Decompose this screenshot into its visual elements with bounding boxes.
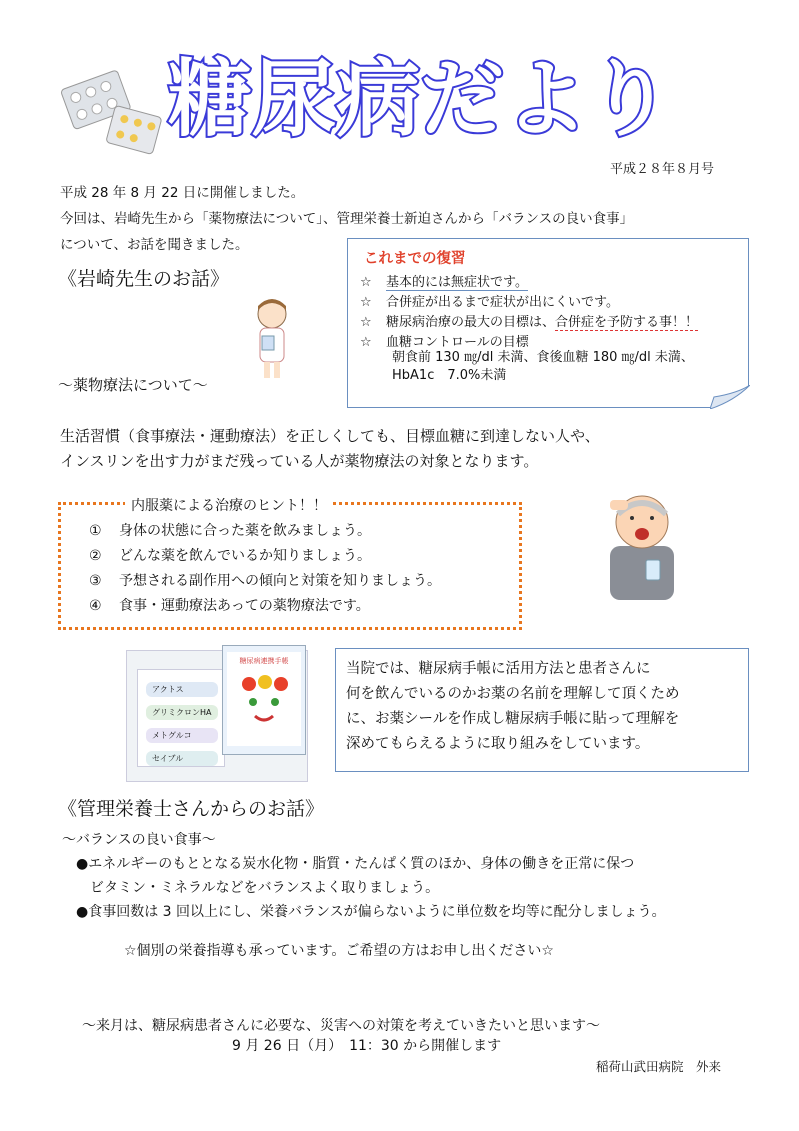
info-line: 何を飲んでいるのかお薬の名前を理解して頂くため (346, 686, 680, 702)
hint-item: ③ 予想される副作用への傾向と対策を知りましょう。 (89, 573, 441, 589)
review-box (347, 238, 749, 408)
sticker-label: セイブル (146, 751, 218, 766)
hints-list (89, 519, 441, 619)
page-curl-icon (710, 385, 750, 409)
star-icon: ☆ (360, 295, 372, 310)
info-line: に、お薬シールを作成し糖尿病手帳に貼って理解を (346, 711, 680, 727)
star-icon: ☆ (360, 275, 372, 290)
sticker-label: グリミクロンHA (146, 705, 218, 720)
next-session-notice: ～来月は、糖尿病患者さんに必要な、災害への対策を考えていきたいと思います～ 9 月 26 日（月） 11：30 から開催します (82, 1018, 600, 1054)
man-taking-medicine-icon (592, 484, 692, 600)
hints-title: 内服薬による治療のヒント！！ (125, 495, 333, 515)
intro-line: について、お話を聞きました。 (60, 237, 249, 253)
title-text: 糖尿病だより (167, 50, 673, 148)
info-line: 深めてもらえるように取り組みをしています。 (346, 736, 650, 752)
sticker-label: アクトス (146, 682, 218, 697)
nutrition-subheading: ～バランスの良い食事～ (62, 832, 216, 848)
nutrition-guidance-note: ☆個別の栄養指導も承っています。ご希望の方はお申し出ください☆ (124, 943, 554, 959)
section-heading-dietitian: 《管理栄養士さんからのお話》 (58, 798, 325, 820)
sticker-label: メトグルコ (146, 728, 218, 743)
booklet-title: 糖尿病連携手帳 (239, 657, 289, 665)
review-item: ☆ 基本的には無症状です。 (360, 273, 698, 293)
review-item: ☆ 合併症が出るまで症状が出にくいです。 (360, 293, 698, 313)
hint-item: ② どんな薬を飲んでいるか知りましょう。 (89, 548, 371, 564)
bullet-item: ●エネルギーのもととなる炭水化物・脂質・たんぱく質のほか、身体の働きを正常に保つ (76, 856, 635, 872)
hint-item: ④ 食事・運動療法あっての薬物療法です。 (89, 598, 370, 614)
intro-line: 平成 28 年 8 月 22 日に開催しました。 (60, 185, 305, 201)
glucose-targets: 朝食前 130 ㎎/dl 未満、食後血糖 180 ㎎/dl 未満、 HbA1c 7.0%未満 (392, 350, 694, 383)
diabetes-booklet-photo (222, 645, 306, 755)
review-item: ☆ 血糖コントロールの目標 (360, 333, 698, 353)
pill-pack-icon (58, 60, 168, 160)
issue-date: 平成２８年８月号 (610, 162, 715, 177)
info-line: 当院では、糖尿病手帳に活用方法と患者さんに (346, 661, 651, 677)
section-heading-doctor: 《岩崎先生のお話》 (58, 268, 230, 290)
review-title: これまでの復習 (364, 251, 466, 267)
pharmacotherapy-body: 生活習慣（食事療法・運動療法）を正しくしても、目標血糖に到達しない人や、 インスリンを出す力がまだ残っている人が薬物療法の対象となります。 (60, 427, 600, 470)
newsletter-title (160, 40, 680, 150)
hospital-signature: 稲荷山武田病院 外来 (596, 1059, 722, 1074)
vegetables-icon (227, 666, 301, 736)
hint-item: ① 身体の状態に合った薬を飲みましょう。 (89, 523, 371, 539)
star-icon: ☆ (360, 315, 372, 330)
clinic-info-box (335, 648, 749, 772)
intro-line: 今回は、岩崎先生から「薬物療法について」、管理栄養士新迫さんから「バランスの良い食事」 (60, 211, 634, 227)
bullet-icon: ● (76, 904, 89, 920)
section-subheading-pharmacotherapy: ～薬物療法について～ (58, 376, 208, 394)
review-item: ☆ 糖尿病治療の最大の目標は、合併症を予防する事！！ (360, 313, 698, 333)
star-icon: ☆ (360, 335, 372, 350)
nutrition-section (62, 828, 666, 924)
bullet-item-continued: ビタミン・ミネラルなどをバランスよく取りましょう。 (90, 880, 440, 896)
hints-box (58, 498, 522, 630)
bullet-item: ●食事回数は 3 回以上にし、栄養バランスが偏らないように単位数を均等に配分しましょう。 (76, 904, 666, 920)
nurse-illustration-icon (244, 296, 300, 382)
review-list (360, 273, 698, 353)
bullet-icon: ● (76, 856, 89, 872)
